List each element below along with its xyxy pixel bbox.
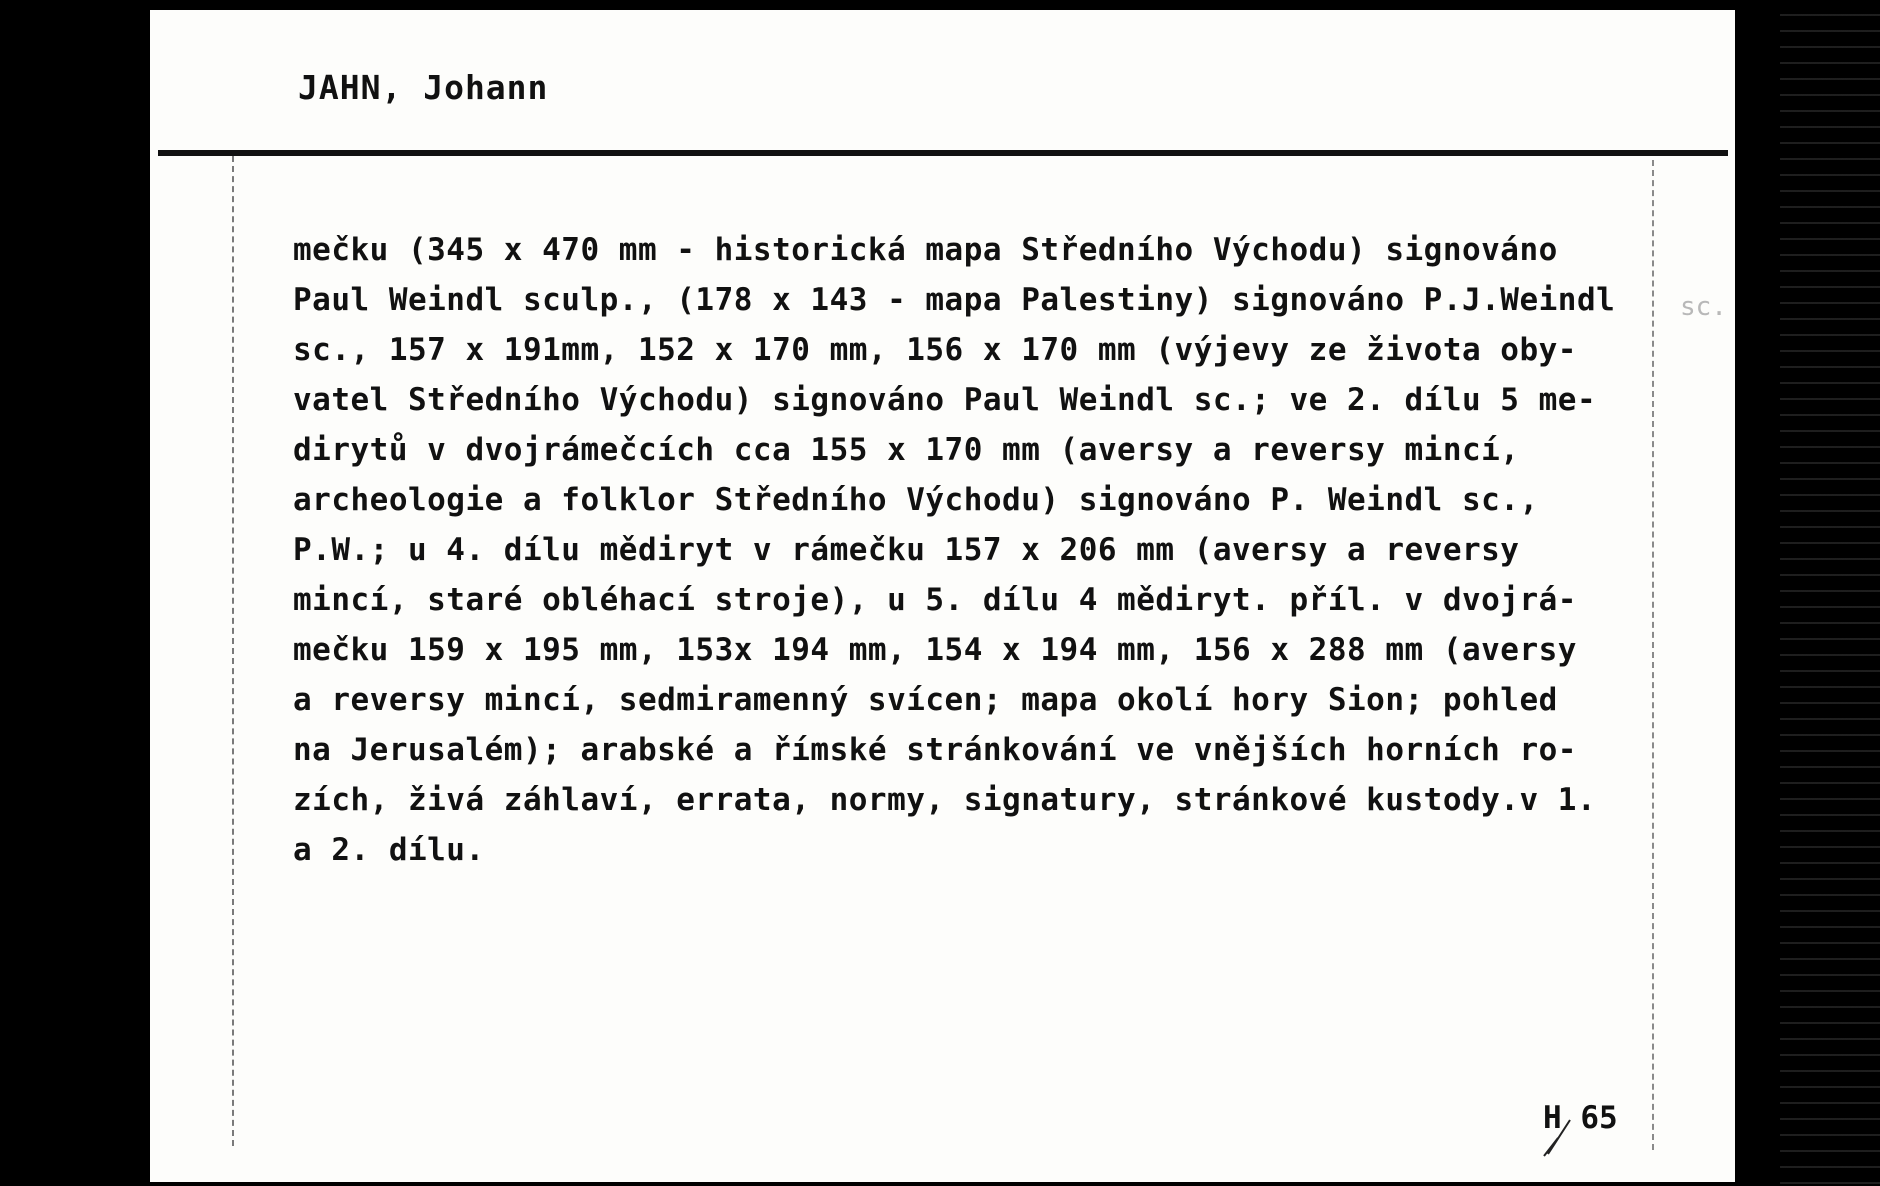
body-line: na Jerusalém); arabské a římské stránkování ve vnějších horních ro- bbox=[293, 732, 1577, 768]
body-line: sc., 157 x 191mm, 152 x 170 mm, 156 x 170 mm (výjevy ze života oby- bbox=[293, 332, 1577, 368]
body-line: a 2. dílu. bbox=[293, 832, 485, 868]
body-line: vatel Středního Východu) signováno Paul Weindl sc.; ve 2. dílu 5 me- bbox=[293, 382, 1597, 418]
scan-edge-strip bbox=[1780, 0, 1880, 1186]
body-line: archeologie a folklor Středního Východu) signováno P. Weindl sc., bbox=[293, 482, 1539, 518]
body-line: Paul Weindl sculp., (178 x 143 - mapa Palestiny) signováno P.J.Weindl bbox=[293, 282, 1616, 318]
left-margin-line bbox=[232, 156, 234, 1146]
card-body bbox=[293, 225, 1793, 875]
body-line: zích, živá záhlaví, errata, normy, signatury, stránkové kustody.v 1. bbox=[293, 782, 1597, 818]
margin-note: sc. bbox=[1680, 292, 1727, 322]
catalog-card bbox=[150, 10, 1735, 1182]
body-line: P.W.; u 4. dílu mědiryt v rámečku 157 x 206 mm (aversy a reversy bbox=[293, 532, 1520, 568]
heading-rule bbox=[158, 150, 1728, 156]
body-line: a reversy mincí, sedmiramenný svícen; mapa okolí hory Sion; pohled bbox=[293, 682, 1558, 718]
body-line: dirytů v dvojrámečcích cca 155 x 170 mm (aversy a reversy mincí, bbox=[293, 432, 1520, 468]
body-line: mincí, staré obléhací stroje), u 5. dílu 4 mědiryt. příl. v dvojrá- bbox=[293, 582, 1577, 618]
card-shelf-code: H 65 bbox=[1543, 1100, 1618, 1136]
card-heading: JAHN, Johann bbox=[298, 68, 549, 107]
body-line: mečku 159 x 195 mm, 153x 194 mm, 154 x 194 mm, 156 x 288 mm (aversy bbox=[293, 632, 1577, 668]
body-line: mečku (345 x 470 mm - historická mapa Středního Východu) signováno bbox=[293, 232, 1558, 268]
